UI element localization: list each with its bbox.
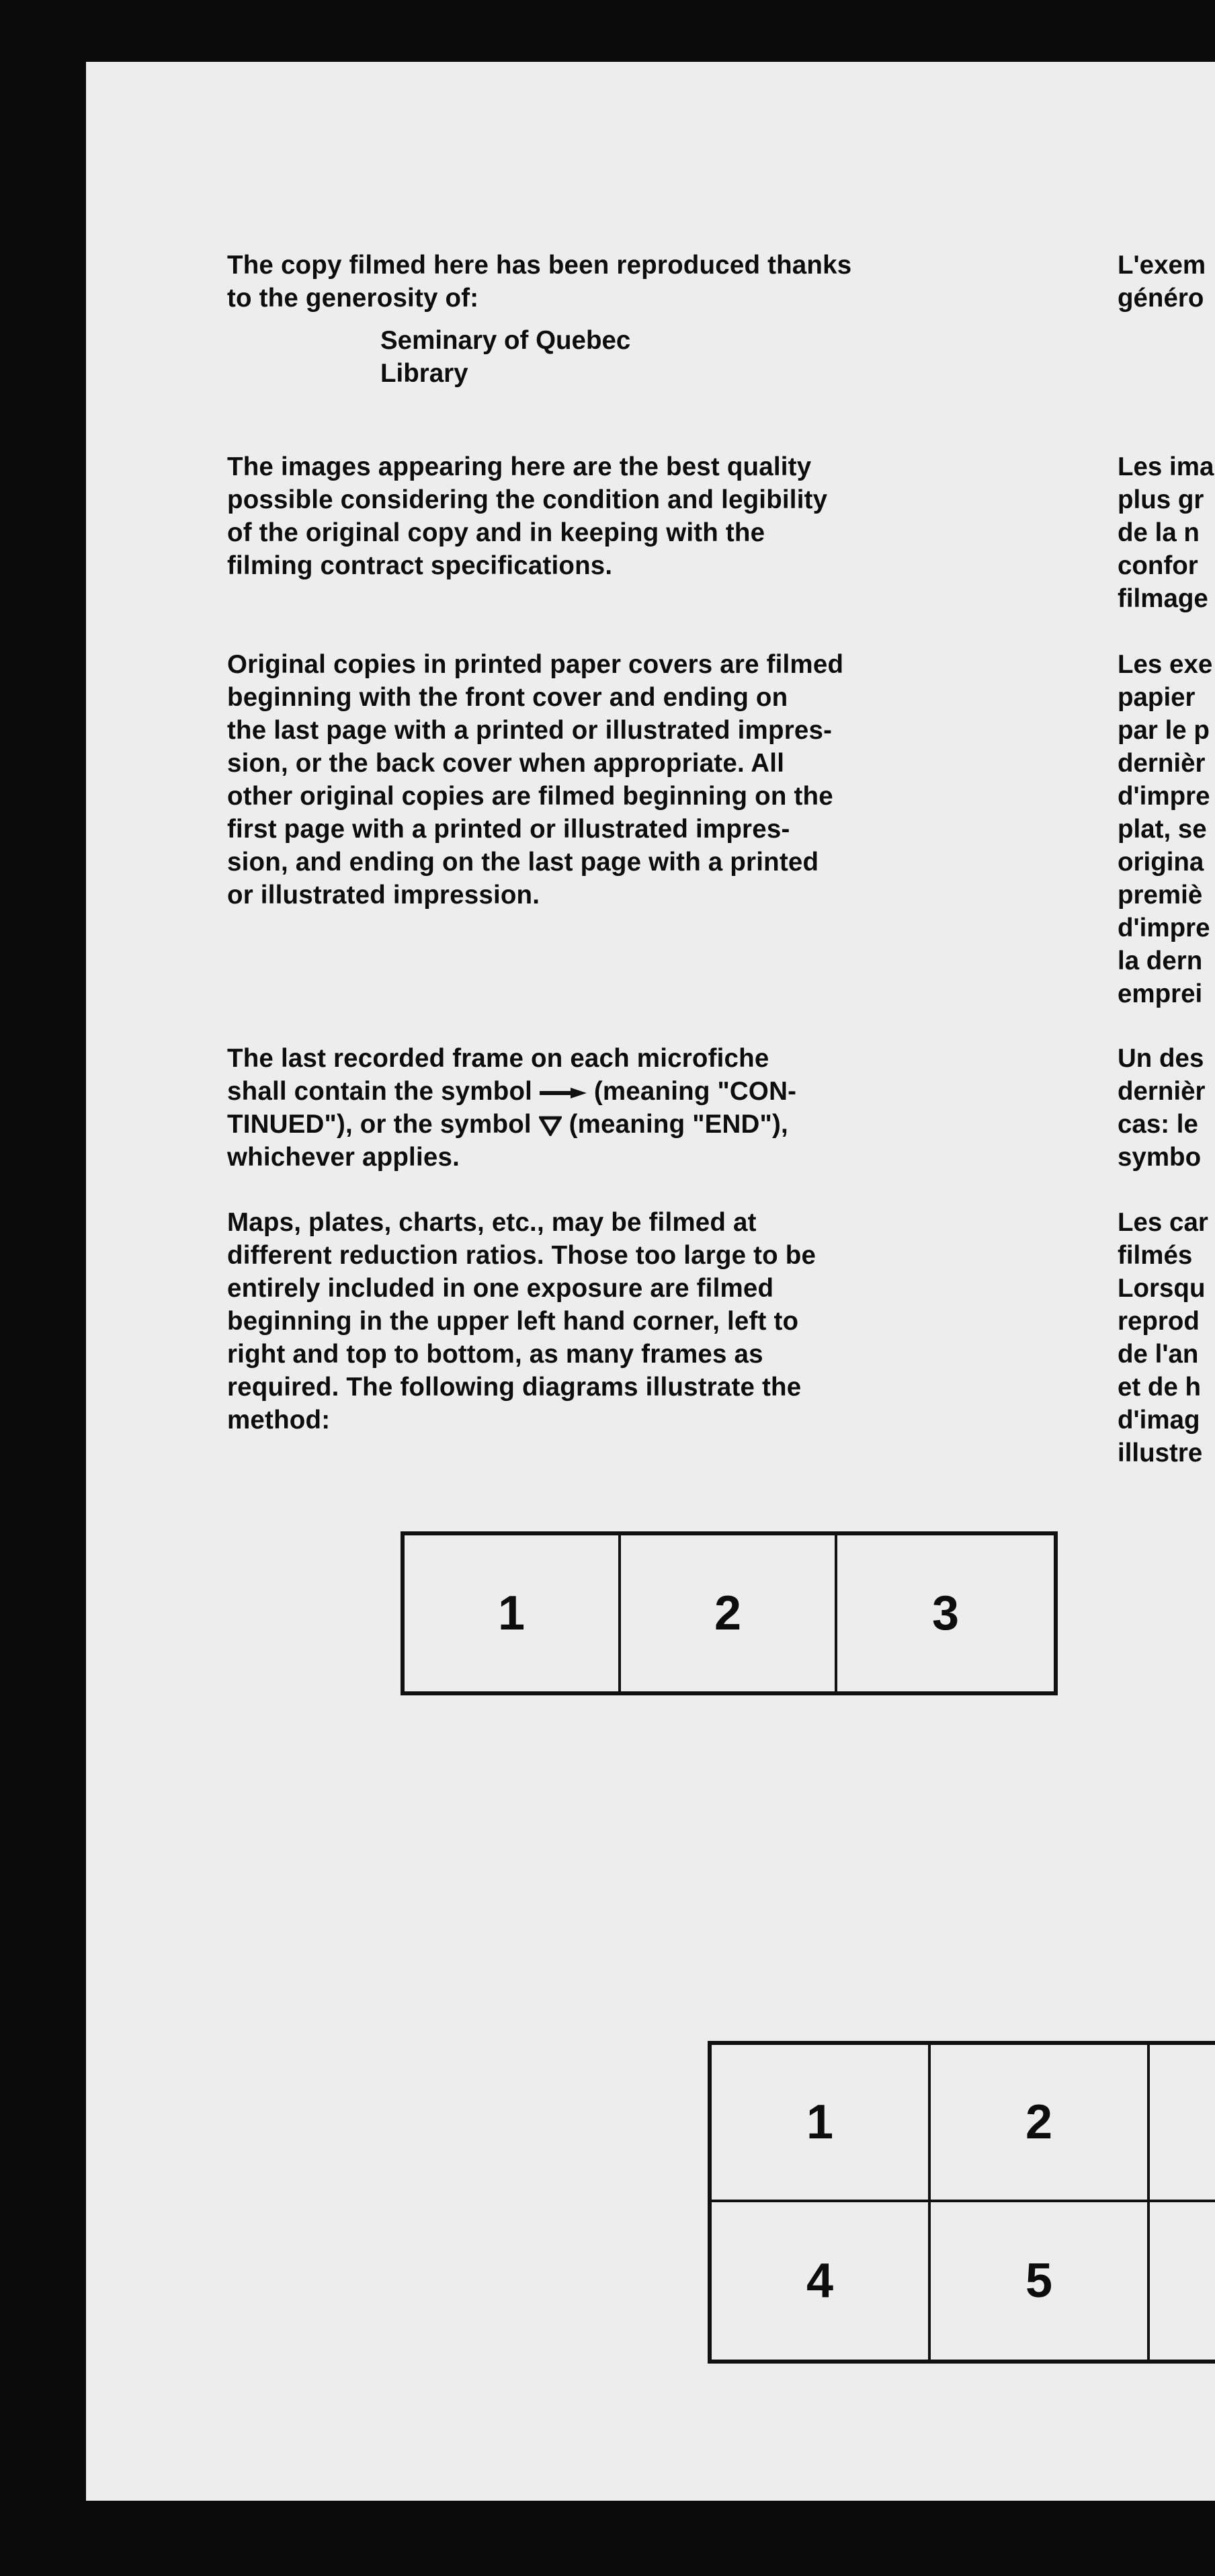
french-block-3: Les exe papier par le p dernièr d'impre plat, se origina premiè d'impre la dern emprei	[1118, 650, 1213, 1008]
covers-note-text: Original copies in printed paper covers are filmed beginning with the front cover and ending on the last page with a printed or illustrated impres- sion, or the back cover when appropriate. All other original copies are filmed beginning on the first page with a printed or illustrated impres- sion, and ending on the last page with a printed or illustrated impression.	[227, 650, 844, 910]
diagram-grid-cell-2: 2	[931, 2045, 1150, 2202]
copy-intro-text: The copy filmed here has been reproduced thanks to the generosity of:	[227, 251, 852, 313]
diagram-grid-cell-3	[1150, 2045, 1215, 2202]
french-block-2: Les ima plus gr de la n confor filmage	[1118, 452, 1214, 613]
symbols-line-2	[227, 1075, 987, 1108]
diagram-grid-cell-4: 4	[712, 2202, 931, 2360]
quality-note-text: The images appearing here are the best quality possible considering the condition and legibility of the original copy and in keeping with the filming contract specifications.	[227, 452, 828, 580]
french-block-1: L'exem généro	[1118, 251, 1206, 313]
symbols-line-2-end: (meaning "CON-	[586, 1077, 797, 1106]
diagram-cell-2: 2	[621, 1535, 837, 1691]
diagram-cell-3: 3	[931, 1586, 960, 1640]
french-block-4: Un des dernièr cas: le symbo	[1118, 1044, 1206, 1172]
symbols-note-text	[227, 1042, 987, 1174]
end-triangle-icon	[539, 1116, 562, 1136]
symbols-line-3	[227, 1108, 987, 1141]
diagram-grid-two-rows	[708, 2041, 1215, 2364]
symbols-line-3-start: TINUED"), or the symbol	[227, 1110, 539, 1139]
microfiche-page	[86, 62, 1215, 2501]
diagram-single-row	[401, 1531, 1058, 1695]
diagram-cell-1: 1	[405, 1535, 621, 1691]
symbols-line-3-end: (meaning "END"),	[561, 1110, 788, 1139]
symbols-line-4: whichever applies.	[227, 1143, 460, 1172]
library-credit-text: Seminary of Quebec Library	[380, 326, 631, 388]
symbols-line-1: The last recorded frame on each microfiche	[227, 1044, 769, 1073]
diagram-grid-cell-5: 5	[931, 2202, 1150, 2360]
continued-arrow-icon	[540, 1086, 587, 1100]
symbols-line-2-start: shall contain the symbol	[227, 1077, 540, 1106]
french-block-5: Les car filmés Lorsqu reprod de l'an et de h d'imag illustre	[1118, 1208, 1208, 1467]
diagram-grid-cell-6	[1150, 2202, 1215, 2360]
diagram-grid-cell-1: 1	[712, 2045, 931, 2202]
maps-note-text: Maps, plates, charts, etc., may be filmed at different reduction ratios. Those too large to be entirely included in one exposure are filmed beginning in the upper left hand corner, left to right and top to bottom, as many frames as required. The following diagrams illustrate the method:	[227, 1208, 816, 1435]
